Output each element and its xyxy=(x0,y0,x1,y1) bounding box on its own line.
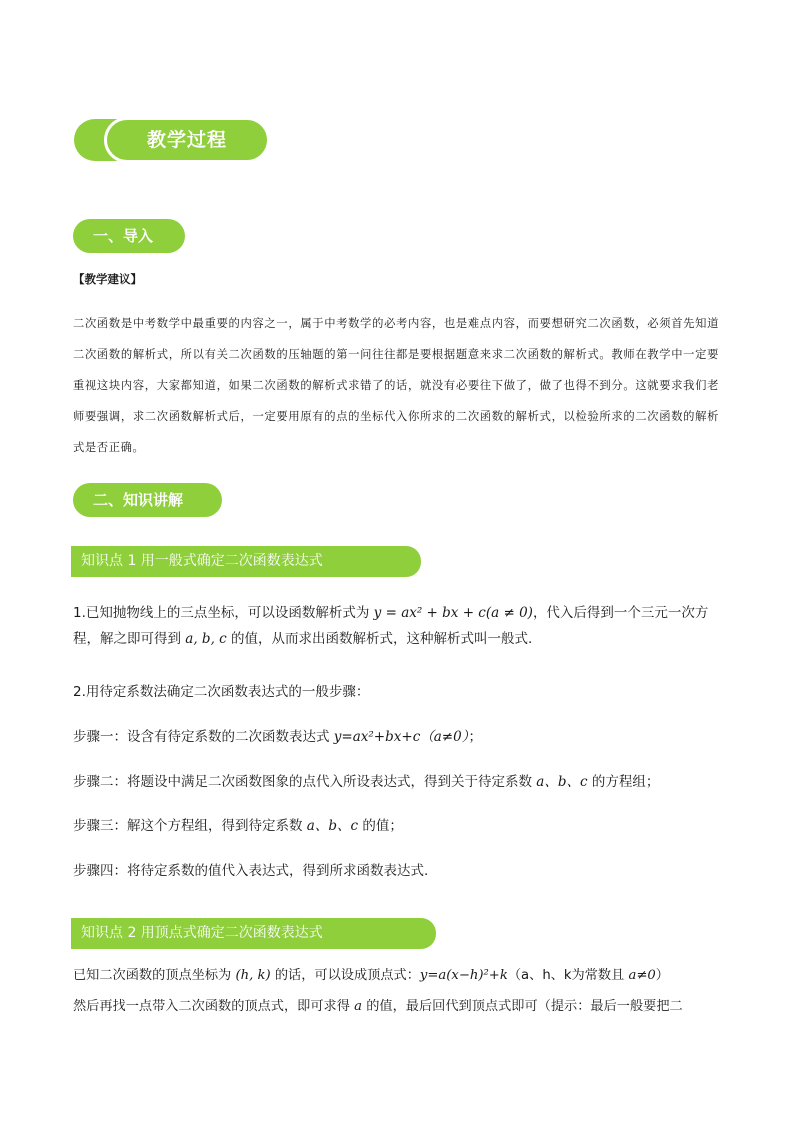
page-title: 教学过程 xyxy=(104,117,270,163)
kp1-step-3: 步骤三：解这个方程组，得到待定系数 a、b、c 的值； xyxy=(73,818,403,834)
teaching-suggestion-label: 【教学建议】 xyxy=(73,272,142,286)
section-heading-knowledge: 二、知识讲解 xyxy=(73,483,222,517)
knowledge-point-2-bar: 知识点 2 用顶点式确定二次函数表达式 xyxy=(71,918,436,949)
teaching-suggestion-text: 二次函数是中考数学中最重要的内容之一，属于中考数学的必考内容，也是难点内容，而要想研究二次函数，必须首先知道二次函数的解析式，所以有关二次函数的压轴题的第一问往往都是要根据题意来求二次函数的解析式。教师在教学中一定要重视这块内容，大家都知道，如果二次函数的解析式求错了的话，就没有必要往下做了，做了也得不到分。这就要求我们老师要强调，求二次函数解析式后，一定要用原有的点的坐标代入你所求的二次函数的解析式，以检验所求的二次函数的解析式是否正确。 xyxy=(73,317,719,454)
kp1-paragraph-1: 1.已知抛物线上的三点坐标，可以设函数解析式为 y = ax² + bx + c(a ≠ 0)，代入后得到一个三元一次方程，解之即可得到 a, b, c 的值，从而求出函数解析式，这种解析式叫一般式. xyxy=(73,605,709,647)
kp1-step-1: 步骤一：设含有待定系数的二次函数表达式 y=ax²+bx+c（a≠0）； xyxy=(73,729,482,745)
kp1-step-4: 步骤四：将待定系数的值代入表达式，得到所求函数表达式. xyxy=(73,863,429,879)
kp1-step-2: 步骤二：将题设中满足二次函数图象的点代入所设表达式，得到关于待定系数 a、b、c 的方程组； xyxy=(73,774,660,790)
section-heading-intro: 一、导入 xyxy=(73,219,185,253)
section-title-pill xyxy=(74,117,270,163)
kp2-line-1: 已知二次函数的顶点坐标为 (h, k) 的话，可以设成顶点式：y=a(x−h)²+k（a、h、k为常数且 a≠0） xyxy=(73,968,669,983)
kp2-line-2: 然后再找一点带入二次函数的顶点式，即可求得 a 的值，最后回代到顶点式即可（提示：最后一般要把二 xyxy=(73,999,683,1014)
kp1-paragraph-2: 2.用待定系数法确定二次函数表达式的一般步骤： xyxy=(73,684,370,700)
knowledge-point-1-bar: 知识点 1 用一般式确定二次函数表达式 xyxy=(71,546,421,577)
